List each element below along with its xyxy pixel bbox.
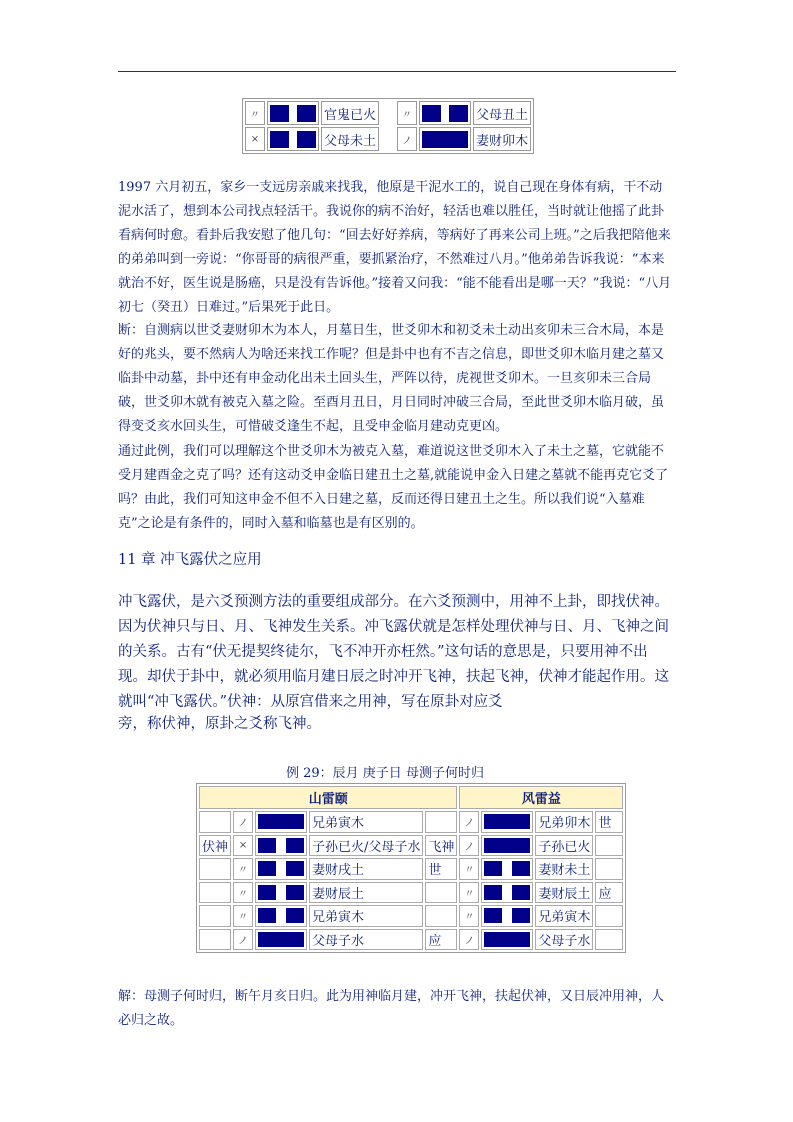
fushen-cell xyxy=(199,882,231,904)
line-mark: × xyxy=(233,835,253,857)
fushen-cell xyxy=(199,858,231,880)
line-label: 妻财辰土 xyxy=(309,882,423,904)
yang-line xyxy=(255,811,307,833)
yang-line xyxy=(481,835,533,857)
line-mark: 〃 xyxy=(459,882,479,904)
right-hexagram-title: 风雷益 xyxy=(459,786,623,809)
marker-cell xyxy=(425,905,457,927)
line-label: 兄弟卯木 xyxy=(535,811,593,833)
table-row xyxy=(199,835,623,857)
hexagram-table-example xyxy=(196,783,626,953)
marker-cell: 飞神 xyxy=(425,835,457,857)
line-mark: 〃 xyxy=(233,858,253,880)
line-mark: ノ xyxy=(459,929,479,951)
yin-line xyxy=(481,882,533,904)
line-mark: 〃 xyxy=(459,905,479,927)
marker-cell: 世 xyxy=(595,811,623,833)
marker-cell xyxy=(595,905,623,927)
line-label: 子孙已火/父母子水 xyxy=(309,835,423,857)
marker-cell xyxy=(425,811,457,833)
line-mark: × xyxy=(245,127,265,151)
line-mark: 〃 xyxy=(245,101,265,125)
line-label: 妻财戌土 xyxy=(309,858,423,880)
table-row xyxy=(199,858,623,880)
paragraph-intro: 冲飞露伏，是六爻预测方法的重要组成部分。在六爻预测中，用神不上卦，即找伏神。因为伏神只与日、月、飞神发生关系。冲飞露伏就是怎样处理伏神与日、月、飞神之间的关系。古有“伏无提契终徒尔，飞不冲开亦枉然。”这句话的意思是，只要用神不出现。却伏于卦中，就必须用临月建日辰之时冲开飞神，扶起飞神，伏神才能起作用。这就叫“冲飞露伏。”伏神：从原宫借来之用神，写在原卦对应爻 xyxy=(118,594,669,710)
left-hexagram-title: 山雷颐 xyxy=(199,786,457,809)
table-row xyxy=(245,101,531,125)
yang-line xyxy=(419,127,471,151)
marker-cell: 应 xyxy=(425,929,457,951)
yin-line xyxy=(419,101,471,125)
line-mark: ノ xyxy=(233,811,253,833)
paragraph-solution: 解：母测子何时归，断午月亥日归。此为用神临月建，冲开飞神，扶起伏神，又日辰冲用神，人必归之故。 xyxy=(118,989,665,1028)
marker-cell: 世 xyxy=(425,858,457,880)
yin-line xyxy=(481,858,533,880)
line-label: 父母丑土 xyxy=(473,101,531,125)
table-row xyxy=(199,905,623,927)
line-mark: ノ xyxy=(459,811,479,833)
line-mark: 〃 xyxy=(459,858,479,880)
line-label: 妻财未土 xyxy=(535,858,593,880)
yin-line xyxy=(267,101,319,125)
line-label: 父母子水 xyxy=(535,929,593,951)
line-label: 兄弟寅木 xyxy=(309,811,423,833)
header-rule xyxy=(118,71,676,72)
marker-cell xyxy=(595,929,623,951)
line-label: 子孙已火 xyxy=(535,835,593,857)
line-mark: ノ xyxy=(397,127,417,151)
paragraph-analysis: 断：自测病以世爻妻财卯木为本人，月墓日生，世爻卯木和初爻未土动出亥卯未三合木局，本是好的兆头，要不然病人为啥还来找工作呢？但是卦中也有不吉之信息，即世爻卯木临月建之墓又临卦中动墓，卦中还有申金动化出未土回头生，严阵以待，虎视世爻卯木。一旦亥卯未三合局破，世爻卯木就有被克入墓之险。至酉月丑日，月日同时冲破三合局，至此世爻卯木临月破，虽得变爻亥水回头生，可惜破爻逢生不起，且受申金临月建动克更凶。 xyxy=(118,323,665,434)
paragraph-definition: 旁，称伏神，原卦之爻称飞神。 xyxy=(118,716,321,732)
line-label: 妻财卯木 xyxy=(473,127,531,151)
table-row xyxy=(199,811,623,833)
marker-cell: 应 xyxy=(595,882,623,904)
yin-line xyxy=(267,127,319,151)
marker-cell xyxy=(425,882,457,904)
paragraph-case-story: 1997 六月初五，家乡一支远房亲戚来找我，他原是干泥水工的，说自己现在身体有病，干不动泥水活了，想到本公司找点轻活干。我说你的病不治好，轻活也难以胜任，当时就让他摇了此卦看病何时愈。看卦后我安慰了他几句：“回去好好养病，等病好了再来公司上班。”之后我把陪他来的弟弟叫到一旁说：“你哥哥的病很严重，要抓紧治疗，不然难过八月。”他弟弟告诉我说：“本来就治不好，医生说是肠癌，只是没有告诉他。”接着又问我：“能不能看出是哪一天？”我说：“八月初七（癸丑）日难过。”后果死于此日。 xyxy=(118,180,672,315)
line-mark: 〃 xyxy=(397,101,417,125)
fushen-cell: 伏神 xyxy=(199,835,231,857)
line-label: 父母未土 xyxy=(321,127,379,151)
table-row xyxy=(245,127,531,151)
table-row xyxy=(199,882,623,904)
yang-line xyxy=(481,811,533,833)
line-label: 兄弟寅木 xyxy=(535,905,593,927)
line-mark: ノ xyxy=(233,929,253,951)
yin-line xyxy=(481,905,533,927)
example-caption: 例 29：辰月 庚子日 母测子何时归 xyxy=(286,766,484,781)
yin-line xyxy=(255,905,307,927)
marker-cell xyxy=(595,858,623,880)
yin-line xyxy=(255,882,307,904)
fushen-cell xyxy=(199,929,231,951)
line-label: 妻财辰土 xyxy=(535,882,593,904)
table-row xyxy=(199,929,623,951)
yang-line xyxy=(481,929,533,951)
line-label: 兄弟寅木 xyxy=(309,905,423,927)
fushen-cell xyxy=(199,811,231,833)
yin-line xyxy=(255,858,307,880)
fushen-cell xyxy=(199,905,231,927)
line-label: 父母子水 xyxy=(309,929,423,951)
hexagram-table-top xyxy=(242,98,534,154)
chapter-heading: 11 章 冲飞露伏之应用 xyxy=(118,552,262,568)
line-mark: ノ xyxy=(459,835,479,857)
marker-cell xyxy=(595,835,623,857)
line-mark: 〃 xyxy=(233,905,253,927)
yin-line xyxy=(255,835,307,857)
paragraph-conclusion: 通过此例，我们可以理解这个世爻卯木为被克入墓，难道说这世爻卯木入了未土之墓，它就能不受月建酉金之克了吗？还有这动爻申金临日建丑土之墓,就能说申金入日建之墓就不能再克它爻了吗？由此，我们可知这申金不但不入日建之墓，反而还得日建丑土之生。所以我们说“入墓难克”之论是有条件的，同时入墓和临墓也是有区别的。 xyxy=(118,444,669,531)
line-label: 官鬼已火 xyxy=(321,101,379,125)
table-header-row xyxy=(199,786,623,809)
yang-line xyxy=(255,929,307,951)
line-mark: 〃 xyxy=(233,882,253,904)
